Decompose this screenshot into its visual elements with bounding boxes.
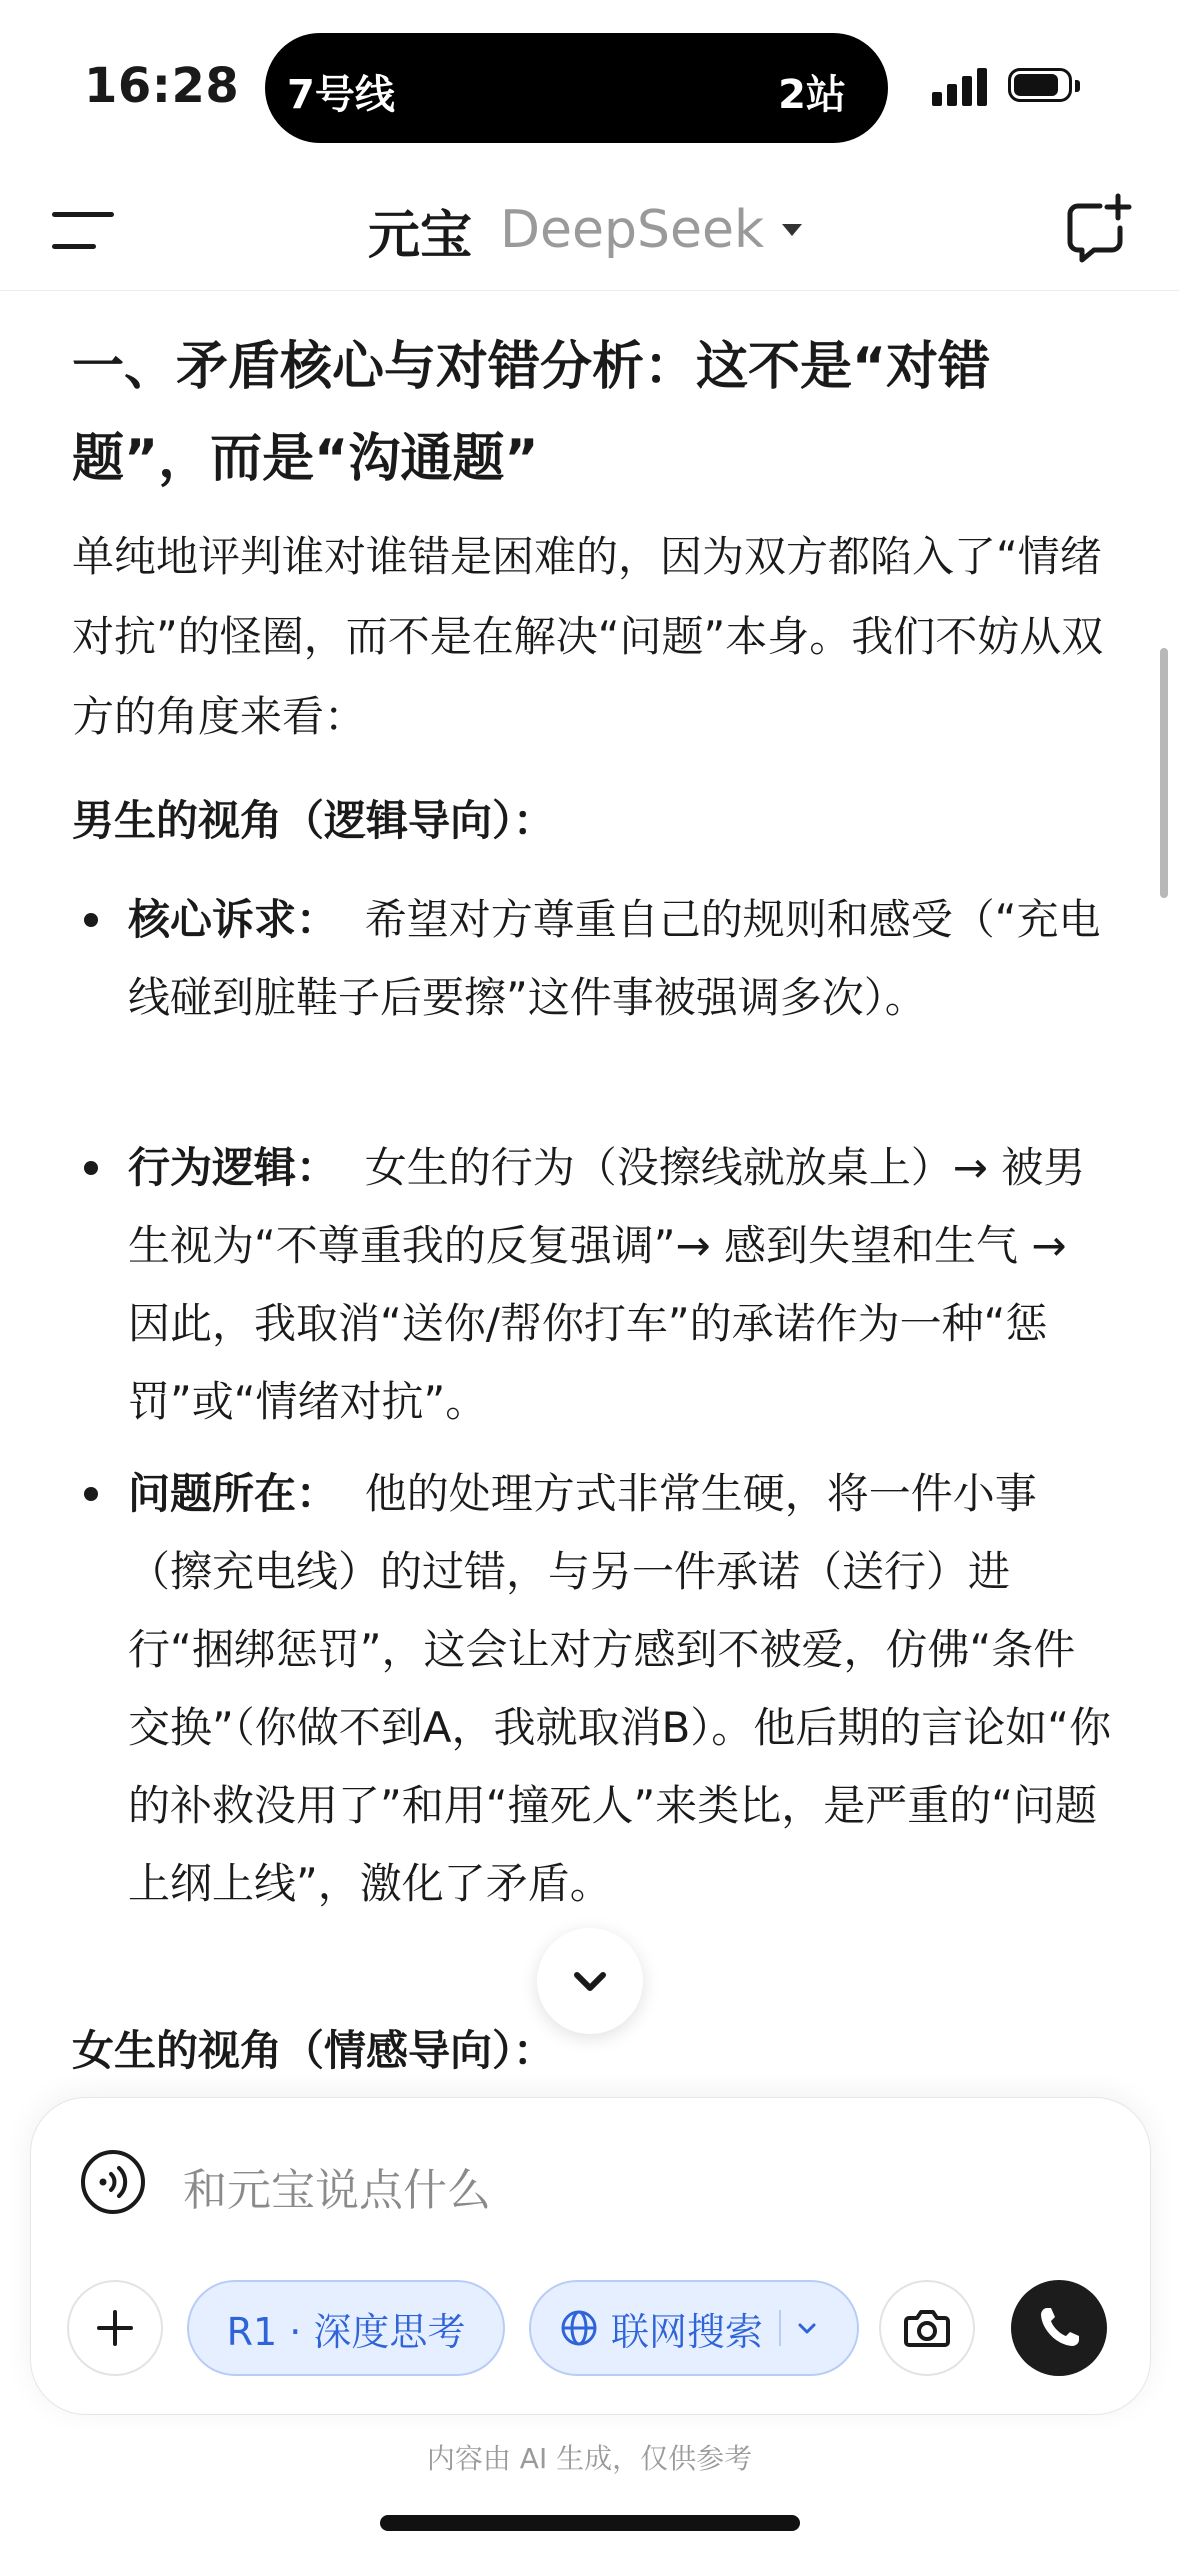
scrollbar[interactable]	[1160, 648, 1168, 898]
app-title: 元宝	[368, 205, 473, 266]
home-indicator[interactable]	[380, 2515, 800, 2531]
cellular-signal-icon	[932, 68, 988, 106]
bullet-dot	[84, 1161, 98, 1175]
island-stops-remaining: 2站	[778, 72, 846, 118]
plus-icon	[69, 2282, 161, 2374]
dynamic-island[interactable]	[265, 33, 888, 143]
attach-button[interactable]	[67, 2280, 163, 2376]
status-time: 16:28	[84, 58, 240, 114]
ai-disclaimer: 内容由 AI 生成，仅供参考	[426, 2442, 753, 2475]
camera-button[interactable]	[879, 2280, 975, 2376]
battery-icon	[1008, 68, 1082, 106]
list-item	[72, 1455, 1112, 1923]
divider	[779, 2310, 781, 2346]
female-perspective-heading: 女生的视角（情感导向）：	[72, 2026, 556, 2075]
bullet-text: 他的处理方式非常生硬，将一件小事（擦充电线）的过错，与另一件承诺（送行）进行“捆绑惩罚”，这会让对方感到不被爱，仿佛“条件交换”（你做不到A，我就取消B）。他后期的言论如“你的补救没用了”和用“撞死人”来类比，是严重的“问题上纲上线”，激化了矛盾。	[128, 1469, 1112, 1908]
web-search-label: 联网搜索	[611, 2309, 764, 2354]
bullet-text: 女生的行为（没擦线就放桌上）→ 被男生视为“不尊重我的反复强调”→ 感到失望和生气 → 因此，我取消“送你/帮你打车”的承诺作为一种“惩罚”或“情绪对抗”。	[128, 1143, 1086, 1426]
list-item	[72, 881, 1112, 1037]
chevron-down-icon	[537, 1928, 643, 2034]
bullet-label: 行为逻辑：	[128, 1143, 339, 1192]
bullet-label: 核心诉求：	[128, 895, 339, 944]
male-perspective-heading: 男生的视角（逻辑导向）：	[72, 796, 556, 845]
bullet-text: 希望对方尊重自己的规则和感受（“充电线碰到脏鞋子后要擦”这件事被强调多次）。	[128, 895, 1101, 1022]
voice-call-button[interactable]	[1011, 2280, 1107, 2376]
new-chat-icon[interactable]	[1060, 192, 1136, 268]
scroll-to-bottom-button[interactable]	[537, 1928, 643, 2034]
chevron-down-icon[interactable]	[787, 2308, 827, 2348]
deep-think-label: R1 · 深度思考	[226, 2309, 466, 2354]
message-input[interactable]: 和元宝说点什么	[183, 2165, 491, 2216]
web-search-toggle[interactable]	[529, 2280, 859, 2376]
message-composer	[30, 2097, 1151, 2415]
chat-content[interactable]	[0, 291, 1179, 2111]
status-bar	[0, 0, 1179, 170]
bullet-label: 问题所在：	[128, 1469, 339, 1518]
bullet-dot	[84, 1487, 98, 1501]
phone-icon	[1011, 2280, 1107, 2376]
island-transit-line: 7号线	[287, 72, 395, 118]
app-header	[0, 170, 1179, 291]
list-item	[72, 1129, 1112, 1441]
intro-paragraph: 单纯地评判谁对谁错是困难的，因为双方都陷入了“情绪对抗”的怪圈，而不是在解决“问题”本身。我们不妨从双方的角度来看：	[72, 532, 1104, 741]
model-selector[interactable]	[368, 198, 802, 266]
caret-down-icon	[782, 224, 802, 236]
globe-icon	[559, 2308, 599, 2348]
model-name: DeepSeek	[500, 200, 765, 260]
bullet-dot	[84, 913, 98, 927]
camera-icon	[881, 2282, 973, 2374]
menu-icon[interactable]	[52, 204, 114, 256]
voice-wave-icon[interactable]	[79, 2148, 147, 2216]
deep-think-toggle[interactable]	[187, 2280, 505, 2376]
section-heading: 一、矛盾核心与对错分析：这不是“对错题”，而是“沟通题”	[72, 337, 991, 489]
